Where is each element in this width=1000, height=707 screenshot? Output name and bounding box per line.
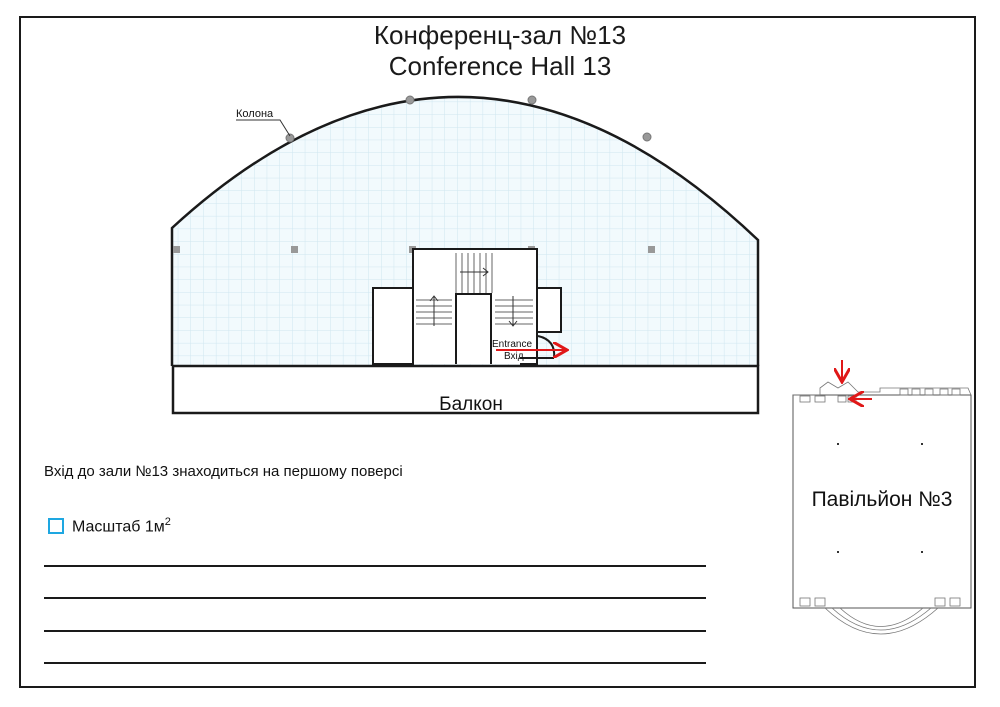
scale-label: Масштаб $1м^2$ [72, 515, 171, 536]
blank-line-3 [44, 630, 706, 632]
svg-text:Колона: Колона [236, 108, 274, 120]
balcony-label: Балкон [439, 394, 503, 415]
blank-line-1 [44, 565, 706, 567]
pavilion-label: Павільйон №3 [811, 488, 953, 511]
floor-note: Вхід до зали №13 знаходиться на першому поверсі [44, 463, 403, 480]
entrance-label-en: Entrance [492, 339, 533, 350]
scale-square-icon [48, 518, 64, 534]
column-label [236, 108, 290, 136]
scale-legend [48, 514, 171, 538]
hall-title-en: Conference Hall 13 [388, 51, 612, 81]
blank-line-2 [44, 597, 706, 599]
blank-line-4 [44, 662, 706, 664]
hall-title-ua: Конференц-зал №13 [373, 20, 627, 50]
entrance-label-ua: Вхід [504, 351, 524, 362]
